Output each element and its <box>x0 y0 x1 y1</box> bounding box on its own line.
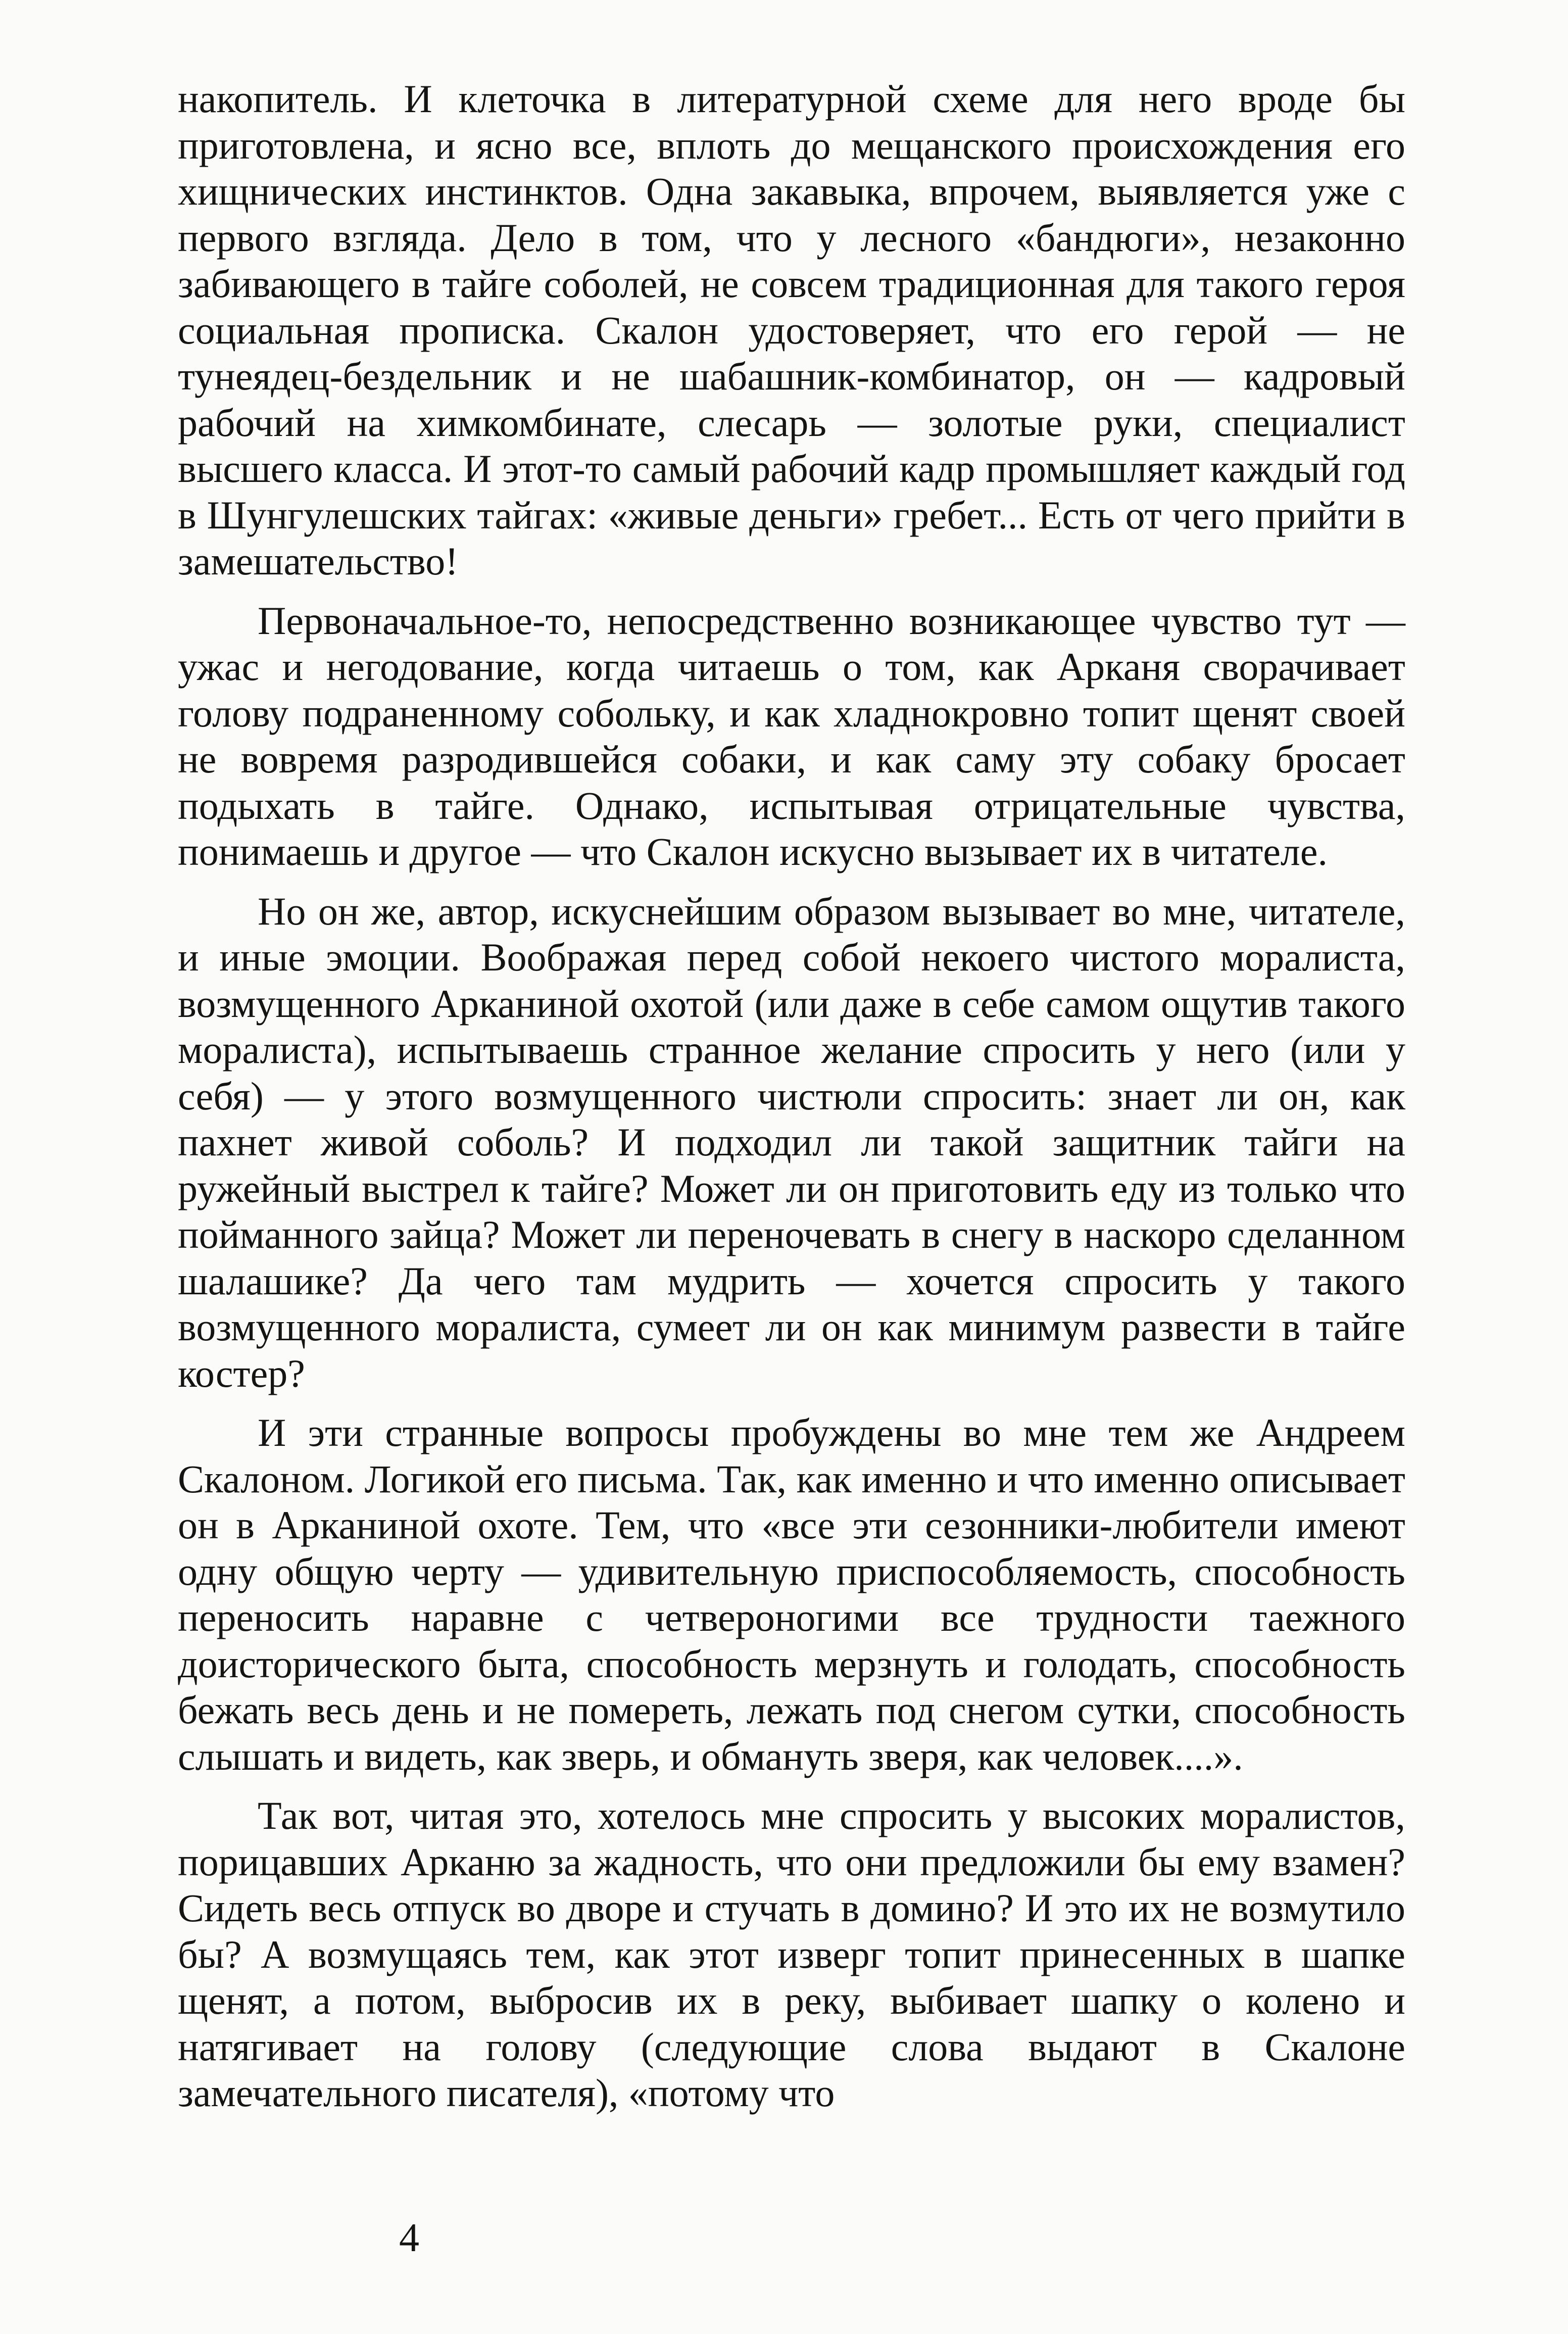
paragraph-2: Первоначальное-то, непосредственно возникающее чувство тут — ужас и негодование, когда читаешь о том, как Арканя сворачивает голову подраненному собольку, и как хладнокровно топит щенят своей не вовремя разродившейся собаки, и как саму эту собаку бросает подыхать в тайге. Однако, испытывая отрицательные чувства, понимаешь и другое — что Скалон искусно вызывает их в читателе. <box>178 598 1405 873</box>
paragraph-3: Но он же, автор, искуснейшим образом вызывает во мне, читателе, и иные эмоции. Воображая перед собой некоего чистого моралиста, возмущенного Арканиной охотой (или даже в себе самом ощутив такого моралиста), испытываешь странное желание спросить у него (или у себя) — у этого возмущенного чистюли спросить: знает ли он, как пахнет живой соболь? И подходил ли такой защитник тайги на ружейный выстрел к тайге? Может ли он приготовить еду из только что пойманного зайца? Может ли переночевать в снегу в наскоро сделанном шалашике? Да чего там мудрить — хочется спросить у такого возмущенного моралиста, сумеет ли он как минимум развести в тайге костер? <box>178 889 1405 1395</box>
paragraph-4: И эти странные вопросы пробуждены во мне тем же Андреем Скалоном. Логикой его письма. Так, как именно и что именно описывает он в Арканиной охоте. Тем, что «все эти сезонники-любители имеют одну общую черту — удивительную приспособляемость, способность переносить наравне с четвероногими все трудности таежного доисторического быта, способность мерзнуть и голодать, способность бежать весь день и не помереть, лежать под снегом сутки, способность слышать и видеть, как зверь, и обмануть зверя, как человек....». <box>178 1411 1405 1778</box>
page-number: 4 <box>399 2216 419 2260</box>
paragraph-5: Так вот, читая это, хотелось мне спросить у высоких моралистов, порицавших Арканю за жадность, что они предложили бы ему взамен? Сидеть весь отпуск во дворе и стучать в домино? И это их не возмутило бы? А возмущаясь тем, как этот изверг топит принесенных в шапке щенят, а потом, выбросив их в реку, выбивает шапку о колено и натягивает на голову (следующие слова выдают в Скалоне замечательного писателя), «потому что <box>178 1793 1405 2115</box>
text-column <box>178 76 1405 2129</box>
paragraph-1: накопитель. И клеточка в литературной схеме для него вроде бы приготовлена, и ясно все, вплоть до мещанского происхождения его хищнических инстинктов. Одна закавыка, впрочем, выявляется уже с первого взгляда. Дело в том, что у лесного «бандюги», незаконно забивающего в тайге соболей, не совсем традиционная для такого героя социальная прописка. Скалон удостоверяет, что его герой — не тунеядец-бездельник и не шабашник-комбинатор, он — кадровый рабочий на химкомбинате, слесарь — золотые руки, специалист высшего класса. И этот-то самый рабочий кадр промышляет каждый год в Шунгулешских тайгах: «живые деньги» гребет... Есть от чего прийти в замешательство! <box>178 77 1405 583</box>
